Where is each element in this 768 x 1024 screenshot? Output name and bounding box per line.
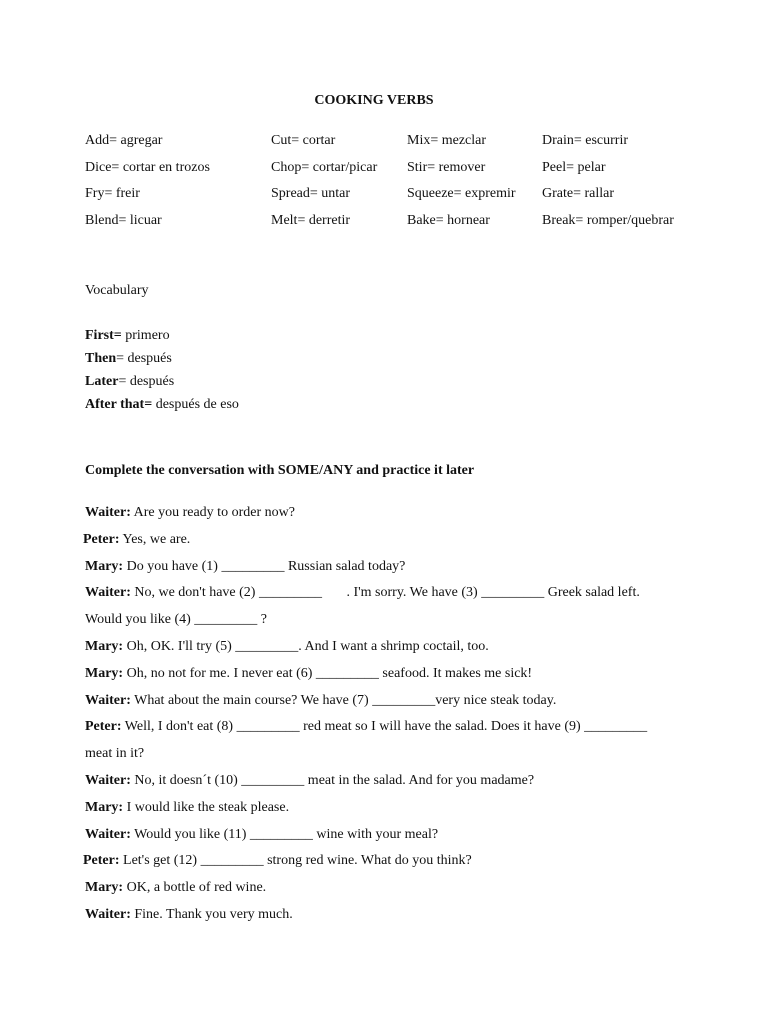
dialogue-line <box>85 637 725 664</box>
speaker-name: Mary: <box>85 799 124 815</box>
verb-row <box>85 131 725 158</box>
dialogue-line <box>85 771 725 798</box>
dialogue-text: Would you like (4) _________ ? <box>85 612 268 628</box>
vocabulary-term: Then <box>85 351 117 366</box>
dialogue-text: I would like the steak please. <box>123 799 290 815</box>
vocabulary-item <box>85 349 239 372</box>
verb-entry: Fry= freir <box>85 186 140 201</box>
vocabulary-term: After that= <box>85 397 153 412</box>
dialogue-text: Yes, we are. <box>119 531 191 547</box>
vocabulary-meaning: primero <box>121 328 170 343</box>
verb-row <box>85 158 725 185</box>
speaker-name: Mary: <box>85 880 124 896</box>
vocabulary-meaning: = después <box>118 374 175 389</box>
dialogue-line <box>85 610 725 637</box>
dialogue-text: Would you like (11) _________ wine with your meal? <box>130 826 439 842</box>
verb-entry: Cut= cortar <box>271 133 336 148</box>
dialogue-text: Let's get (12) _________ strong red wine. What do you think? <box>119 853 472 869</box>
dialogue-text: Are you ready to order now? <box>130 505 295 520</box>
speaker-name: Peter: <box>85 719 122 735</box>
speaker-name: Mary: <box>85 558 124 574</box>
speaker-name: Mary: <box>85 665 124 681</box>
verb-entry: Dice= cortar en trozos <box>85 159 210 175</box>
vocabulary-term: Later <box>85 374 119 389</box>
dialogue-line <box>85 664 725 691</box>
speaker-name: Waiter: <box>85 826 131 842</box>
dialogue-text: OK, a bottle of red wine. <box>123 880 267 896</box>
speaker-name: Peter: <box>83 853 120 869</box>
vocabulary-meaning: después de eso <box>152 397 239 412</box>
dialogue-line <box>85 744 725 771</box>
verb-entry: Squeeze= expremir <box>407 186 516 201</box>
vocabulary-heading: Vocabulary <box>85 283 149 298</box>
vocabulary-item <box>85 326 239 349</box>
verb-row <box>85 184 725 211</box>
verb-entry: Bake= hornear <box>407 212 490 228</box>
verb-entry: Stir= remover <box>407 159 486 175</box>
speaker-name: Waiter: <box>85 585 131 601</box>
dialogue-line <box>85 798 725 825</box>
dialogue-text: Fine. Thank you very much. <box>130 906 293 922</box>
speaker-name: Waiter: <box>85 906 131 922</box>
speaker-name: Peter: <box>83 531 120 547</box>
dialogue-line <box>85 503 725 530</box>
speaker-name: Mary: <box>85 638 124 654</box>
dialogue-text: No, it doesn´t (10) _________ meat in the salad. And for you madame? <box>130 772 535 788</box>
vocabulary-list <box>85 326 239 418</box>
dialogue-line <box>85 717 725 744</box>
verb-entry: Peel= pelar <box>542 159 606 175</box>
dialogue-text: No, we don't have (2) _________ . I'm sorry. We have (3) _________ Greek salad left. <box>130 585 640 601</box>
verb-entry: Melt= derretir <box>271 212 351 228</box>
vocabulary-item <box>85 395 239 418</box>
dialogue-line <box>85 878 725 905</box>
verb-entry: Grate= rallar <box>542 186 615 201</box>
dialogue-line <box>83 530 725 557</box>
speaker-name: Waiter: <box>85 692 131 708</box>
verb-entry: Mix= mezclar <box>407 133 487 148</box>
page-title: COOKING VERBS <box>314 93 434 108</box>
vocabulary-term: First= <box>85 328 122 343</box>
speaker-name: Waiter: <box>85 772 131 788</box>
dialogue-line <box>85 691 725 718</box>
dialogue-text: What about the main course? We have (7) _________very nice steak today. <box>130 692 557 708</box>
dialogue-text: Do you have (1) _________ Russian salad today? <box>123 558 406 574</box>
dialogue-text: Oh, no not for me. I never eat (6) _________ seafood. It makes me sick! <box>123 665 533 681</box>
dialogue-text: Oh, OK. I'll try (5) _________. And I want a shrimp coctail, too. <box>123 638 489 654</box>
vocabulary-item <box>85 372 239 395</box>
verb-row <box>85 211 725 238</box>
dialogue-text: Well, I don't eat (8) _________ red meat so I will have the salad. Does it have (9) _________ <box>121 719 648 735</box>
exercise-instructions: Complete the conversation with SOME/ANY and practice it later <box>85 463 475 478</box>
dialogue-line <box>85 905 725 932</box>
dialogue-line <box>83 851 725 878</box>
vocabulary-meaning: = después <box>116 351 172 366</box>
verb-entry: Spread= untar <box>271 186 351 201</box>
dialogue-line <box>85 557 725 584</box>
conversation <box>85 503 725 932</box>
verb-entry: Break= romper/quebrar <box>542 212 674 228</box>
dialogue-line <box>85 825 725 852</box>
dialogue-line <box>85 583 725 610</box>
verb-entry: Blend= licuar <box>85 212 162 228</box>
dialogue-text: meat in it? <box>85 746 145 762</box>
verb-entry: Add= agregar <box>85 133 163 148</box>
verb-entry: Drain= escurrir <box>542 133 629 148</box>
verb-entry: Chop= cortar/picar <box>271 159 378 175</box>
cooking-verbs-table <box>85 131 725 237</box>
speaker-name: Waiter: <box>85 505 131 520</box>
